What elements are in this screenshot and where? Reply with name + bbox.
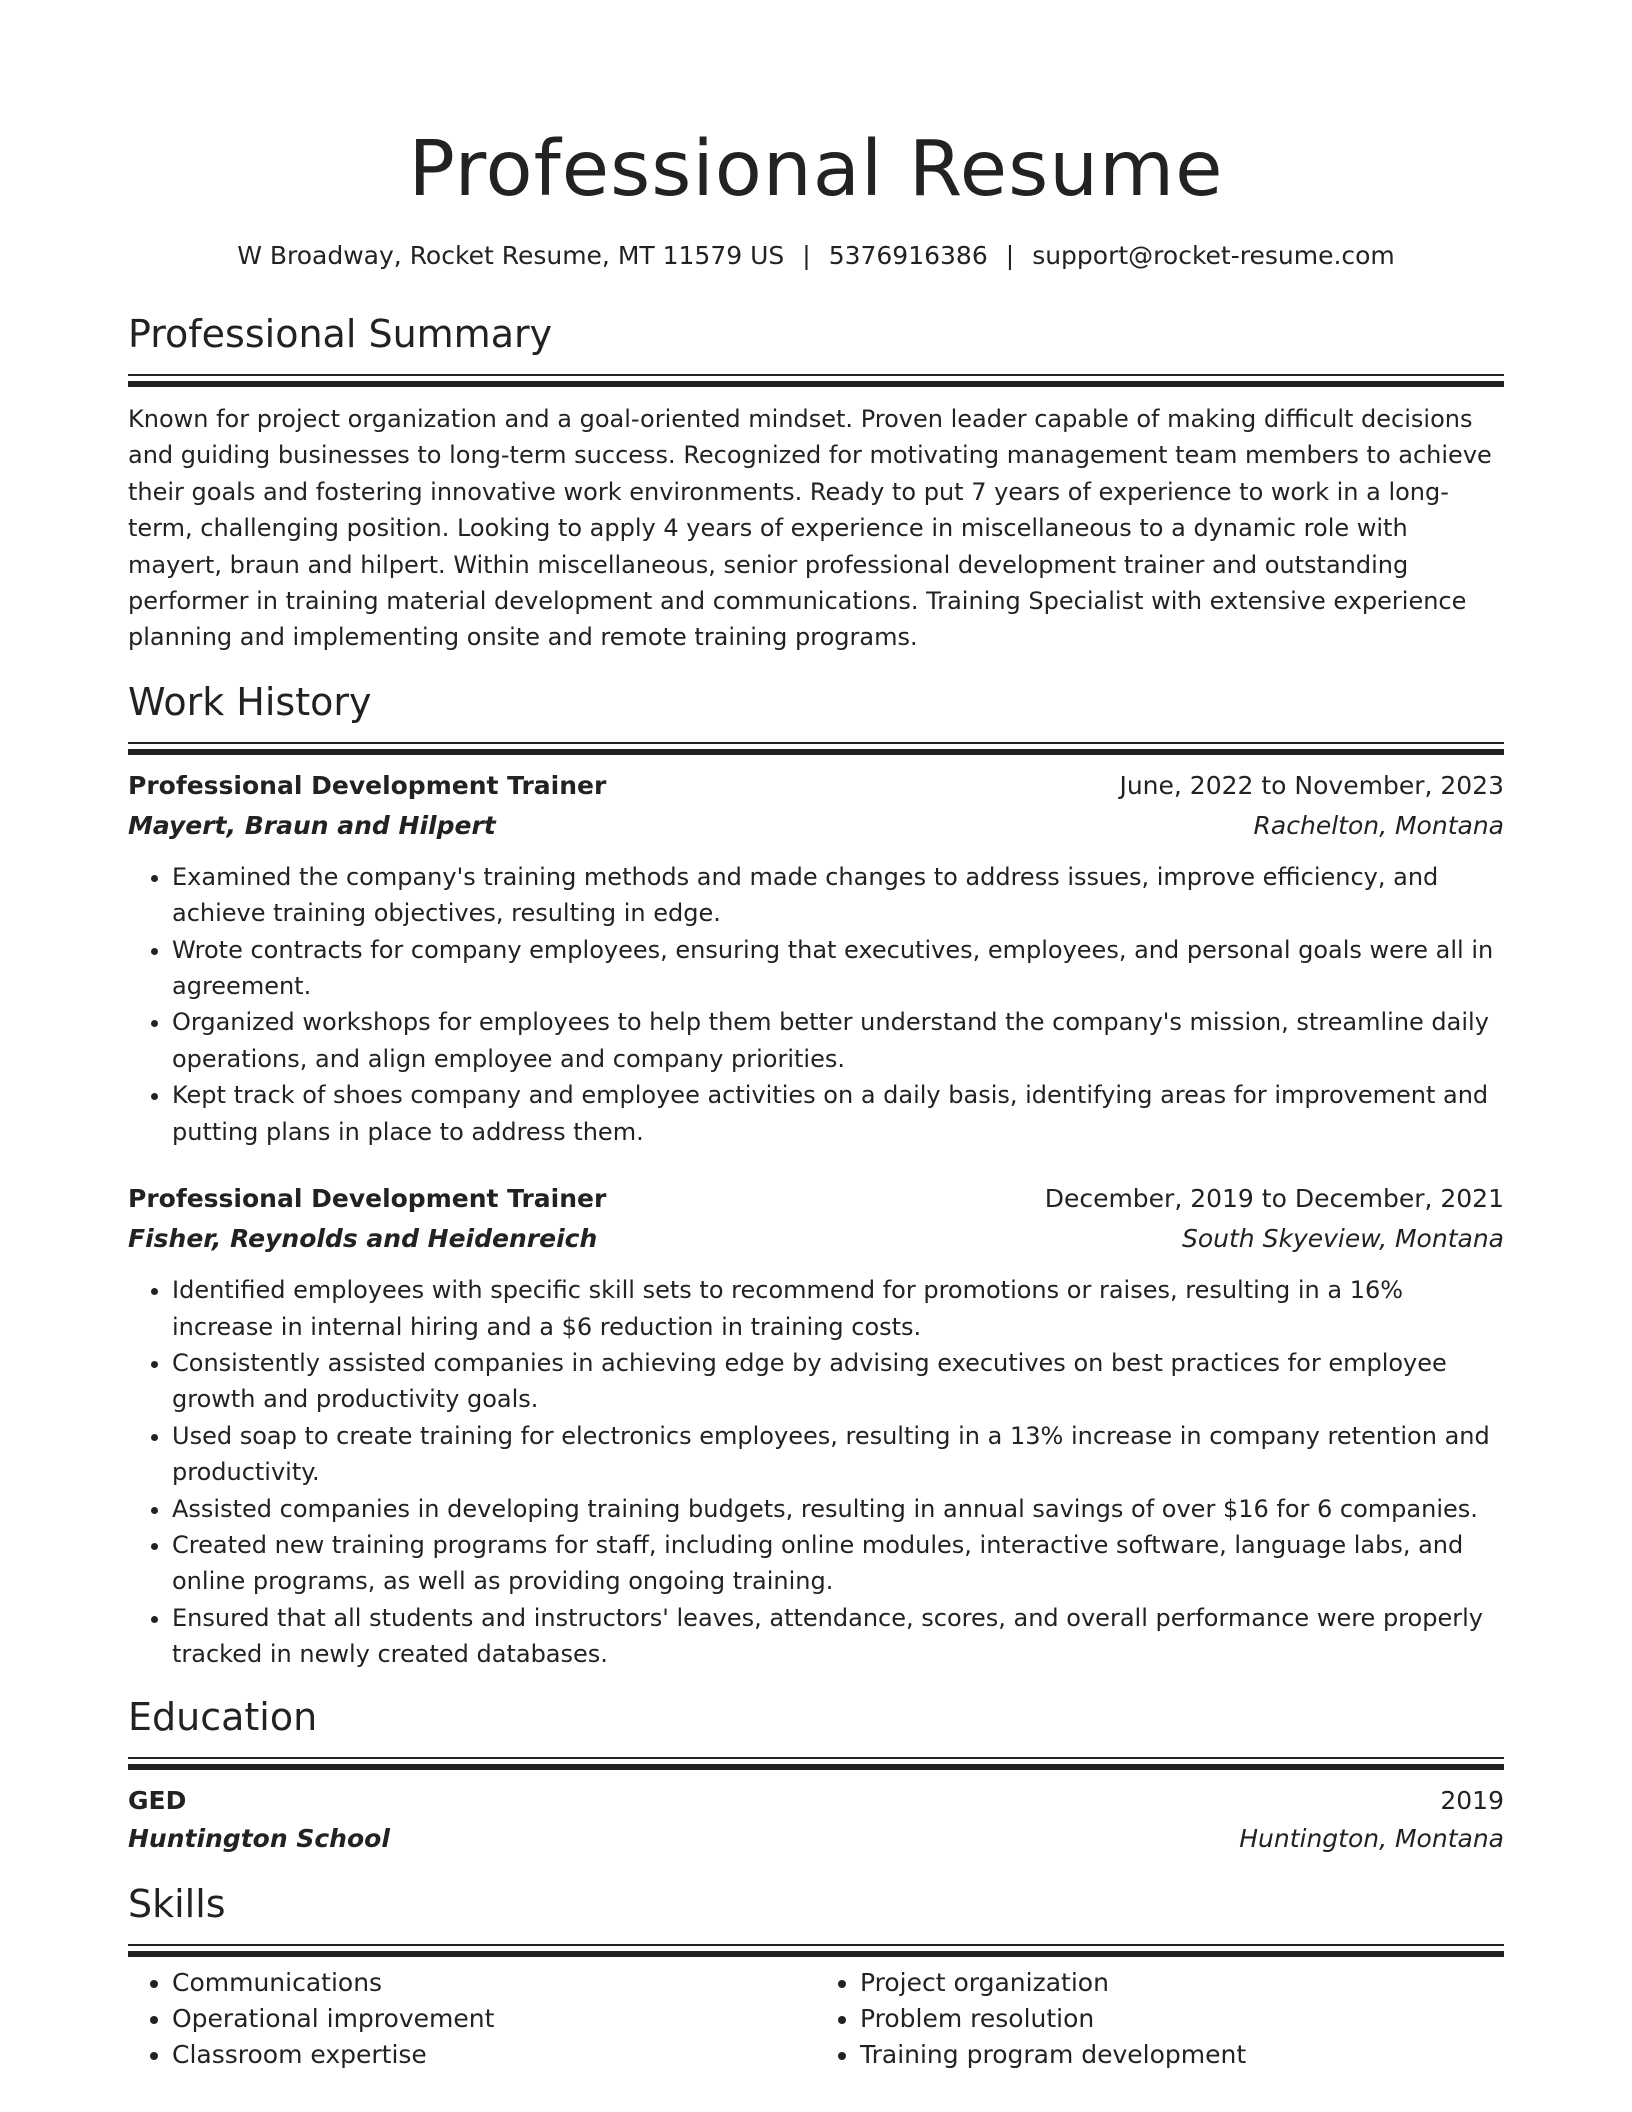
- summary-section: [128, 310, 1504, 656]
- skill-item: • Classroom expertise: [172, 2037, 816, 2073]
- job-employer: Mayert, Braun and Hilpert: [128, 810, 496, 840]
- skills-columns: [128, 1965, 1504, 2074]
- skills-left-list: [128, 1965, 816, 2074]
- contact-line: [128, 238, 1504, 274]
- skill-item: • Training program development: [860, 2037, 1504, 2073]
- contact-email: support@rocket-resume.com: [1032, 241, 1395, 270]
- skill-item: • Communications: [172, 1965, 816, 2001]
- job-header-row: [128, 767, 1504, 805]
- list-item: • Wrote contracts for company employees, ensuring that executives, employees, and personal goals were all in agreement.: [172, 932, 1504, 1005]
- skill-item: • Problem resolution: [860, 2001, 1504, 2037]
- list-item: • Organized workshops for employees to help them better understand the company's mission, streamline daily operations, and align employee and company priorities.: [172, 1004, 1504, 1077]
- section-divider: [128, 381, 1504, 387]
- job-dates: December, 2019 to December, 2021: [1044, 1184, 1504, 1214]
- education-section: [128, 1693, 1504, 1858]
- education-header-row: [128, 1782, 1504, 1820]
- section-divider: [128, 1757, 1504, 1759]
- education-heading: Education: [128, 1694, 318, 1739]
- list-item: • Examined the company's training methods and made changes to address issues, improve efficiency, and achieve training objectives, resulting in edge.: [172, 859, 1504, 932]
- skills-heading: Skills: [128, 1881, 226, 1926]
- job-title: Professional Development Trainer: [128, 770, 607, 800]
- education-school: Huntington School: [128, 1823, 390, 1853]
- skill-item: • Operational improvement: [172, 2001, 816, 2037]
- job-dates: June, 2022 to November, 2023: [1119, 770, 1504, 800]
- job-title: Professional Development Trainer: [128, 1184, 607, 1214]
- list-item: • Used soap to create training for electronics employees, resulting in a 13% increase in company retention and productivity.: [172, 1418, 1504, 1491]
- contact-separator: |: [1005, 241, 1015, 270]
- summary-heading: Professional Summary: [128, 312, 553, 356]
- list-item: • Kept track of shoes company and employee activities on a daily basis, identifying areas for improvement and putting plans in place to address them.: [172, 1077, 1504, 1150]
- section-divider: [128, 1764, 1504, 1770]
- section-divider: [128, 374, 1504, 376]
- job-employer-row: [128, 807, 1504, 845]
- section-divider: [128, 742, 1504, 744]
- list-item: • Consistently assisted companies in achieving edge by advising executives on best practices for employee growth and productivity goals.: [172, 1345, 1504, 1418]
- section-divider: [128, 1944, 1504, 1946]
- job-location: South Skyeview, Montana: [1182, 1224, 1504, 1254]
- job-entry: [128, 767, 1504, 1150]
- job-location: Rachelton, Montana: [1253, 810, 1504, 840]
- job-header-row: [128, 1180, 1504, 1218]
- contact-address: W Broadway, Rocket Resume, MT 11579 US: [237, 241, 785, 270]
- summary-text: Known for project organization and a goal-oriented mindset. Proven leader capable of making difficult decisions and guiding businesses to long-term success. Recognized for motivating management team members to achieve their goals and fostering innovative work environments. Ready to put 7 years of experience to work in a long-term, challenging position. Looking to apply 4 years of experience in miscellaneous to a dynamic role with mayert, braun and hilpert. Within miscellaneous, senior professional development trainer and outstanding performer in training material development and communications. Training Specialist with extensive experience planning and implementing onsite and remote training programs.: [128, 405, 1492, 652]
- list-item: • Created new training programs for staff, including online modules, interactive software, language labs, and online programs, as well as providing ongoing training.: [172, 1527, 1504, 1600]
- education-degree: GED: [128, 1785, 187, 1815]
- job-employer: Fisher, Reynolds and Heidenreich: [128, 1224, 598, 1254]
- contact-phone: 5376916386: [828, 241, 988, 270]
- education-location: Huntington, Montana: [1239, 1823, 1504, 1853]
- list-item: • Identified employees with specific skill sets to recommend for promotions or raises, resulting in a 16% increase in internal hiring and a $6 reduction in training costs.: [172, 1272, 1504, 1345]
- work-history-heading: Work History: [128, 679, 372, 724]
- job-entry: [128, 1180, 1504, 1672]
- list-item: • Ensured that all students and instructors' leaves, attendance, scores, and overall performance were properly tracked in newly created databases.: [172, 1600, 1504, 1673]
- skill-item: • Project organization: [860, 1965, 1504, 2001]
- job-employer-row: [128, 1220, 1504, 1258]
- skills-section: [128, 1880, 1504, 2074]
- job-bullets: [128, 1272, 1504, 1672]
- resume-content: [128, 0, 1504, 2074]
- resume-name: Professional Resume: [408, 125, 1224, 214]
- job-bullets: [128, 859, 1504, 1150]
- work-history-section: [128, 678, 1504, 1673]
- list-item: • Assisted companies in developing training budgets, resulting in annual savings of over $16 for 6 companies.: [172, 1491, 1504, 1527]
- education-year: 2019: [1440, 1785, 1504, 1815]
- section-divider: [128, 749, 1504, 755]
- section-divider: [128, 1951, 1504, 1957]
- skills-right-list: [816, 1965, 1504, 2074]
- contact-separator: |: [802, 241, 811, 270]
- education-school-row: [128, 1820, 1504, 1858]
